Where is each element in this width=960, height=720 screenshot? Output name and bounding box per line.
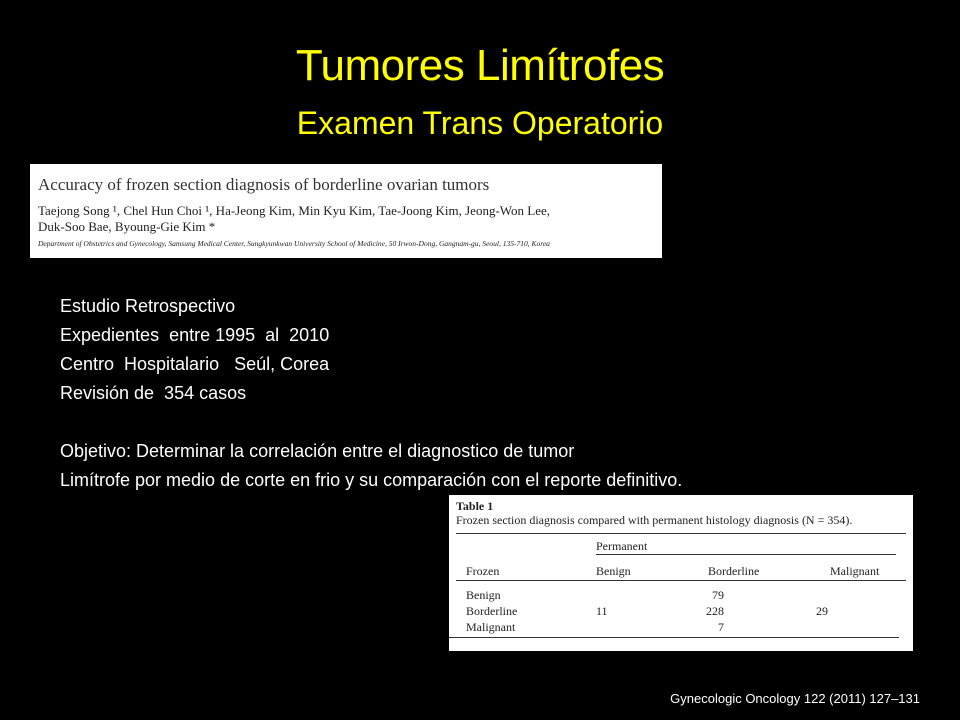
study-location-text: Centro Hospitalario Seúl, Corea	[60, 354, 330, 374]
study-summary	[60, 292, 682, 495]
table-bottom-rule	[449, 637, 899, 638]
cell-borderline-benign: 11	[596, 604, 608, 618]
case-count-text: Revisión de 354 casos	[60, 383, 247, 403]
column-header-borderline: Borderline	[708, 564, 760, 578]
objective-line-1: Objetivo: Determinar la correlación entre el diagnostico de tumor	[60, 441, 575, 461]
table-caption: Frozen section diagnosis compared with permanent histology diagnosis (N = 354).	[456, 513, 853, 527]
paper-affiliation: Department of Obstetrics and Gynecology, Samsung Medical Center, Sungkyunkwan University School of Medicine, 50 Irwon-Dong, Gangnam-gu, Seoul, 135-710, Korea	[38, 239, 550, 248]
paper-authors-line-1: Taejong Song ¹, Chel Hun Choi ¹, Ha-Jeong Kim, Min Kyu Kim, Tae-Joong Kim, Jeong-Won Lee,	[38, 203, 550, 218]
cell-borderline-malignant: 29	[816, 604, 828, 618]
study-design-text: Estudio Retrospectivo	[60, 296, 236, 316]
study-period-text: Expedientes entre 1995 al 2010	[60, 325, 330, 345]
table-header-rule	[456, 580, 906, 581]
table-grid	[456, 534, 906, 646]
table-label: Table 1	[456, 499, 494, 513]
row-label-benign: Benign	[466, 588, 501, 602]
journal-citation: Gynecologic Oncology 122 (2011) 127–131	[670, 691, 920, 706]
paper-authors-line-2: Duk-Soo Bae, Byoung-Gie Kim *	[38, 219, 216, 234]
row-label-borderline: Borderline	[466, 604, 518, 618]
cell-borderline-borderline: 228	[706, 604, 724, 618]
cell-malignant-borderline: 7	[718, 620, 724, 634]
column-header-malignant: Malignant	[830, 564, 880, 578]
paper-header-image	[30, 164, 662, 258]
slide-subtitle: Examen Trans Operatorio	[296, 105, 664, 141]
row-header-frozen: Frozen	[466, 564, 500, 578]
frozen-section-table	[449, 495, 913, 651]
group-header-permanent: Permanent	[596, 539, 648, 553]
group-header-rule	[596, 554, 896, 555]
paper-title: Accuracy of frozen section diagnosis of borderline ovarian tumors	[38, 175, 490, 194]
slide-title: Tumores Limítrofes	[295, 41, 665, 90]
objective-line-2: Limítrofe por medio de corte en frio y su comparación con el reporte definitivo.	[60, 470, 683, 490]
row-label-malignant: Malignant	[466, 620, 516, 634]
cell-benign-borderline: 79	[712, 588, 724, 602]
paper-authors	[38, 203, 618, 235]
column-header-benign: Benign	[596, 564, 631, 578]
paragraph-spacer	[60, 408, 682, 437]
